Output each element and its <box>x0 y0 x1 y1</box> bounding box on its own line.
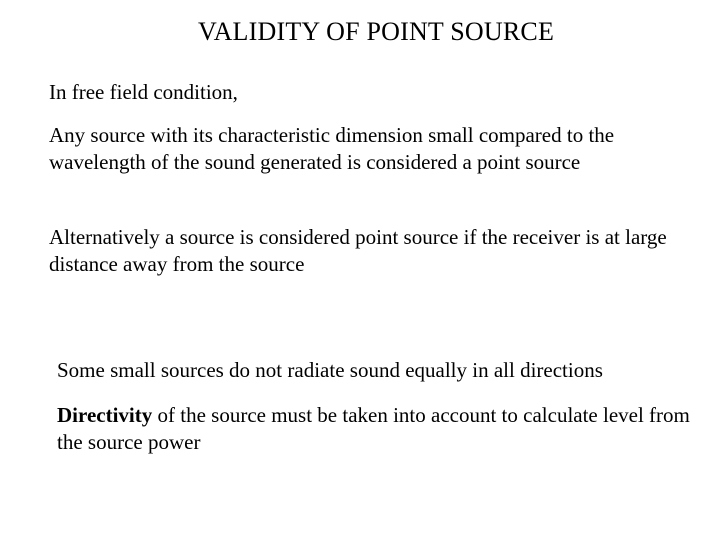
directivity-text: of the source must be taken into account to calculate level from the source power <box>57 403 690 454</box>
directivity-term: Directivity <box>57 403 153 427</box>
paragraph-point-source-definition: Any source with its characteristic dimension small compared to the wavelength of the sound generated is considered a point source <box>49 123 615 174</box>
paragraph-alternative-definition: Alternatively a source is considered point source if the receiver is at large distance away from the source <box>49 225 667 276</box>
slide-title: VALIDITY OF POINT SOURCE <box>197 17 555 46</box>
paragraph-directivity <box>57 402 707 456</box>
paragraph-free-field: In free field condition, <box>49 80 238 104</box>
paragraph-small-sources: Some small sources do not radiate sound equally in all directions <box>57 358 603 382</box>
